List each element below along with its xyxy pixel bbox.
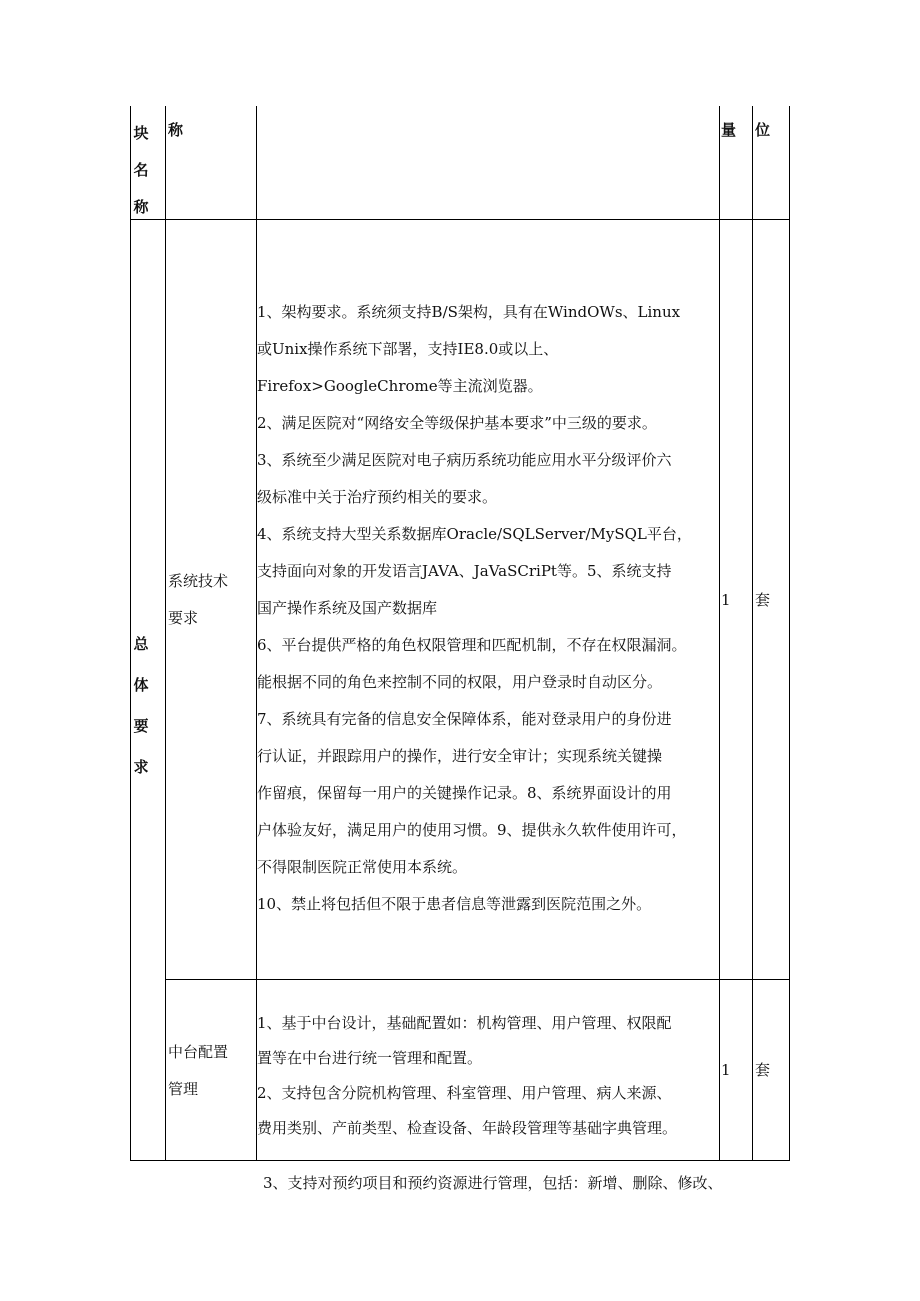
header-char: 名 xyxy=(133,161,149,179)
section-char: 总 xyxy=(133,635,149,653)
content-line: 7、系统具有完备的信息安全保障体系，能对登录用户的身份进 xyxy=(257,710,672,728)
section-char: 体 xyxy=(133,676,149,694)
header-char: 称 xyxy=(133,198,149,216)
section-label-overall-requirements xyxy=(131,624,151,788)
row-name-line: 要求 xyxy=(168,609,199,627)
row-unit-system-tech: 套 xyxy=(755,591,771,609)
row-name-line: 系统技术 xyxy=(168,572,229,590)
row-name-line: 管理 xyxy=(168,1080,199,1098)
row-qty-system-tech: 1 xyxy=(721,591,731,609)
header-name: 称 xyxy=(168,121,184,139)
header-unit: 位 xyxy=(755,121,771,139)
row-name-platform-config xyxy=(168,1034,228,1108)
row-unit-platform-config: 套 xyxy=(755,1061,771,1079)
table-border-bottom xyxy=(130,1160,790,1161)
row-content-system-tech xyxy=(257,294,719,923)
content-line: 2、支持包含分院机构管理、科室管理、用户管理、病人来源、 xyxy=(257,1084,672,1102)
content-line: 行认证，并跟踪用户的操作，进行安全审计；实现系统关键操 xyxy=(257,747,663,765)
row-divider xyxy=(165,979,790,980)
content-line: 能根据不同的角色来控制不同的权限，用户登录时自动区分。 xyxy=(257,673,663,691)
content-line: 不得限制医院正常使用本系统。 xyxy=(257,858,468,876)
content-line: 费用类别、产前类型、检查设备、年龄段管理等基础字典管理。 xyxy=(257,1119,678,1137)
header-bottom-line xyxy=(130,219,790,220)
row-name-system-tech xyxy=(168,563,228,637)
header-char: 块 xyxy=(133,124,149,142)
col-divider-4 xyxy=(752,106,753,1161)
content-line: 2、满足医院对“网络安全等级保护基本要求”中三级的要求。 xyxy=(257,414,657,432)
content-line: 10、禁止将包括但不限于患者信息等泄露到医院范围之外。 xyxy=(257,895,652,913)
table-border-right xyxy=(789,106,790,1161)
row-qty-platform-config: 1 xyxy=(721,1061,731,1079)
header-module-name xyxy=(131,115,151,226)
content-line: 支持面向对象的开发语言JAVA、JaVaSCriPt等。5、系统支持 xyxy=(257,562,672,580)
content-line: 或Unix操作系统下部署，支持IE8.0或以上、 xyxy=(257,340,559,358)
content-line: 户体验友好，满足用户的使用习惯。9、提供永久软件使用许可， xyxy=(257,821,687,839)
content-line: 3、系统至少满足医院对电子病历系统功能应用水平分级评价六 xyxy=(257,451,672,469)
content-line: 4、系统支持大型关系数据库Oracle/SQLServer/MySQL平台， xyxy=(257,525,692,543)
row-name-line: 中台配置 xyxy=(168,1043,229,1061)
content-line: 1、基于中台设计，基础配置如：机构管理、用户管理、权限配 xyxy=(257,1014,672,1032)
col-divider-1 xyxy=(165,106,166,1161)
continuation-paragraph: 3、支持对预约项目和预约资源进行管理，包括：新增、删除、修改、 xyxy=(263,1174,723,1192)
content-line: 国产操作系统及国产数据库 xyxy=(257,599,438,617)
content-line: 置等在中台进行统一管理和配置。 xyxy=(257,1049,483,1067)
section-char: 求 xyxy=(133,758,149,776)
content-line: 作留痕，保留每一用户的关键操作记录。8、系统界面设计的用 xyxy=(257,784,672,802)
content-line: 级标准中关于治疗预约相关的要求。 xyxy=(257,488,498,506)
content-line: Firefox>GoogleChrome等主流浏览器。 xyxy=(257,377,543,395)
content-line: 6、平台提供严格的角色权限管理和匹配机制，不存在权限漏洞。 xyxy=(257,636,687,654)
col-divider-3 xyxy=(719,106,720,1161)
section-char: 要 xyxy=(133,717,149,735)
row-content-platform-config xyxy=(257,1006,719,1146)
header-quantity: 量 xyxy=(721,121,737,139)
content-line: 1、架构要求。系统须支持B/S架构，具有在WindOWs、Linux xyxy=(257,303,681,321)
